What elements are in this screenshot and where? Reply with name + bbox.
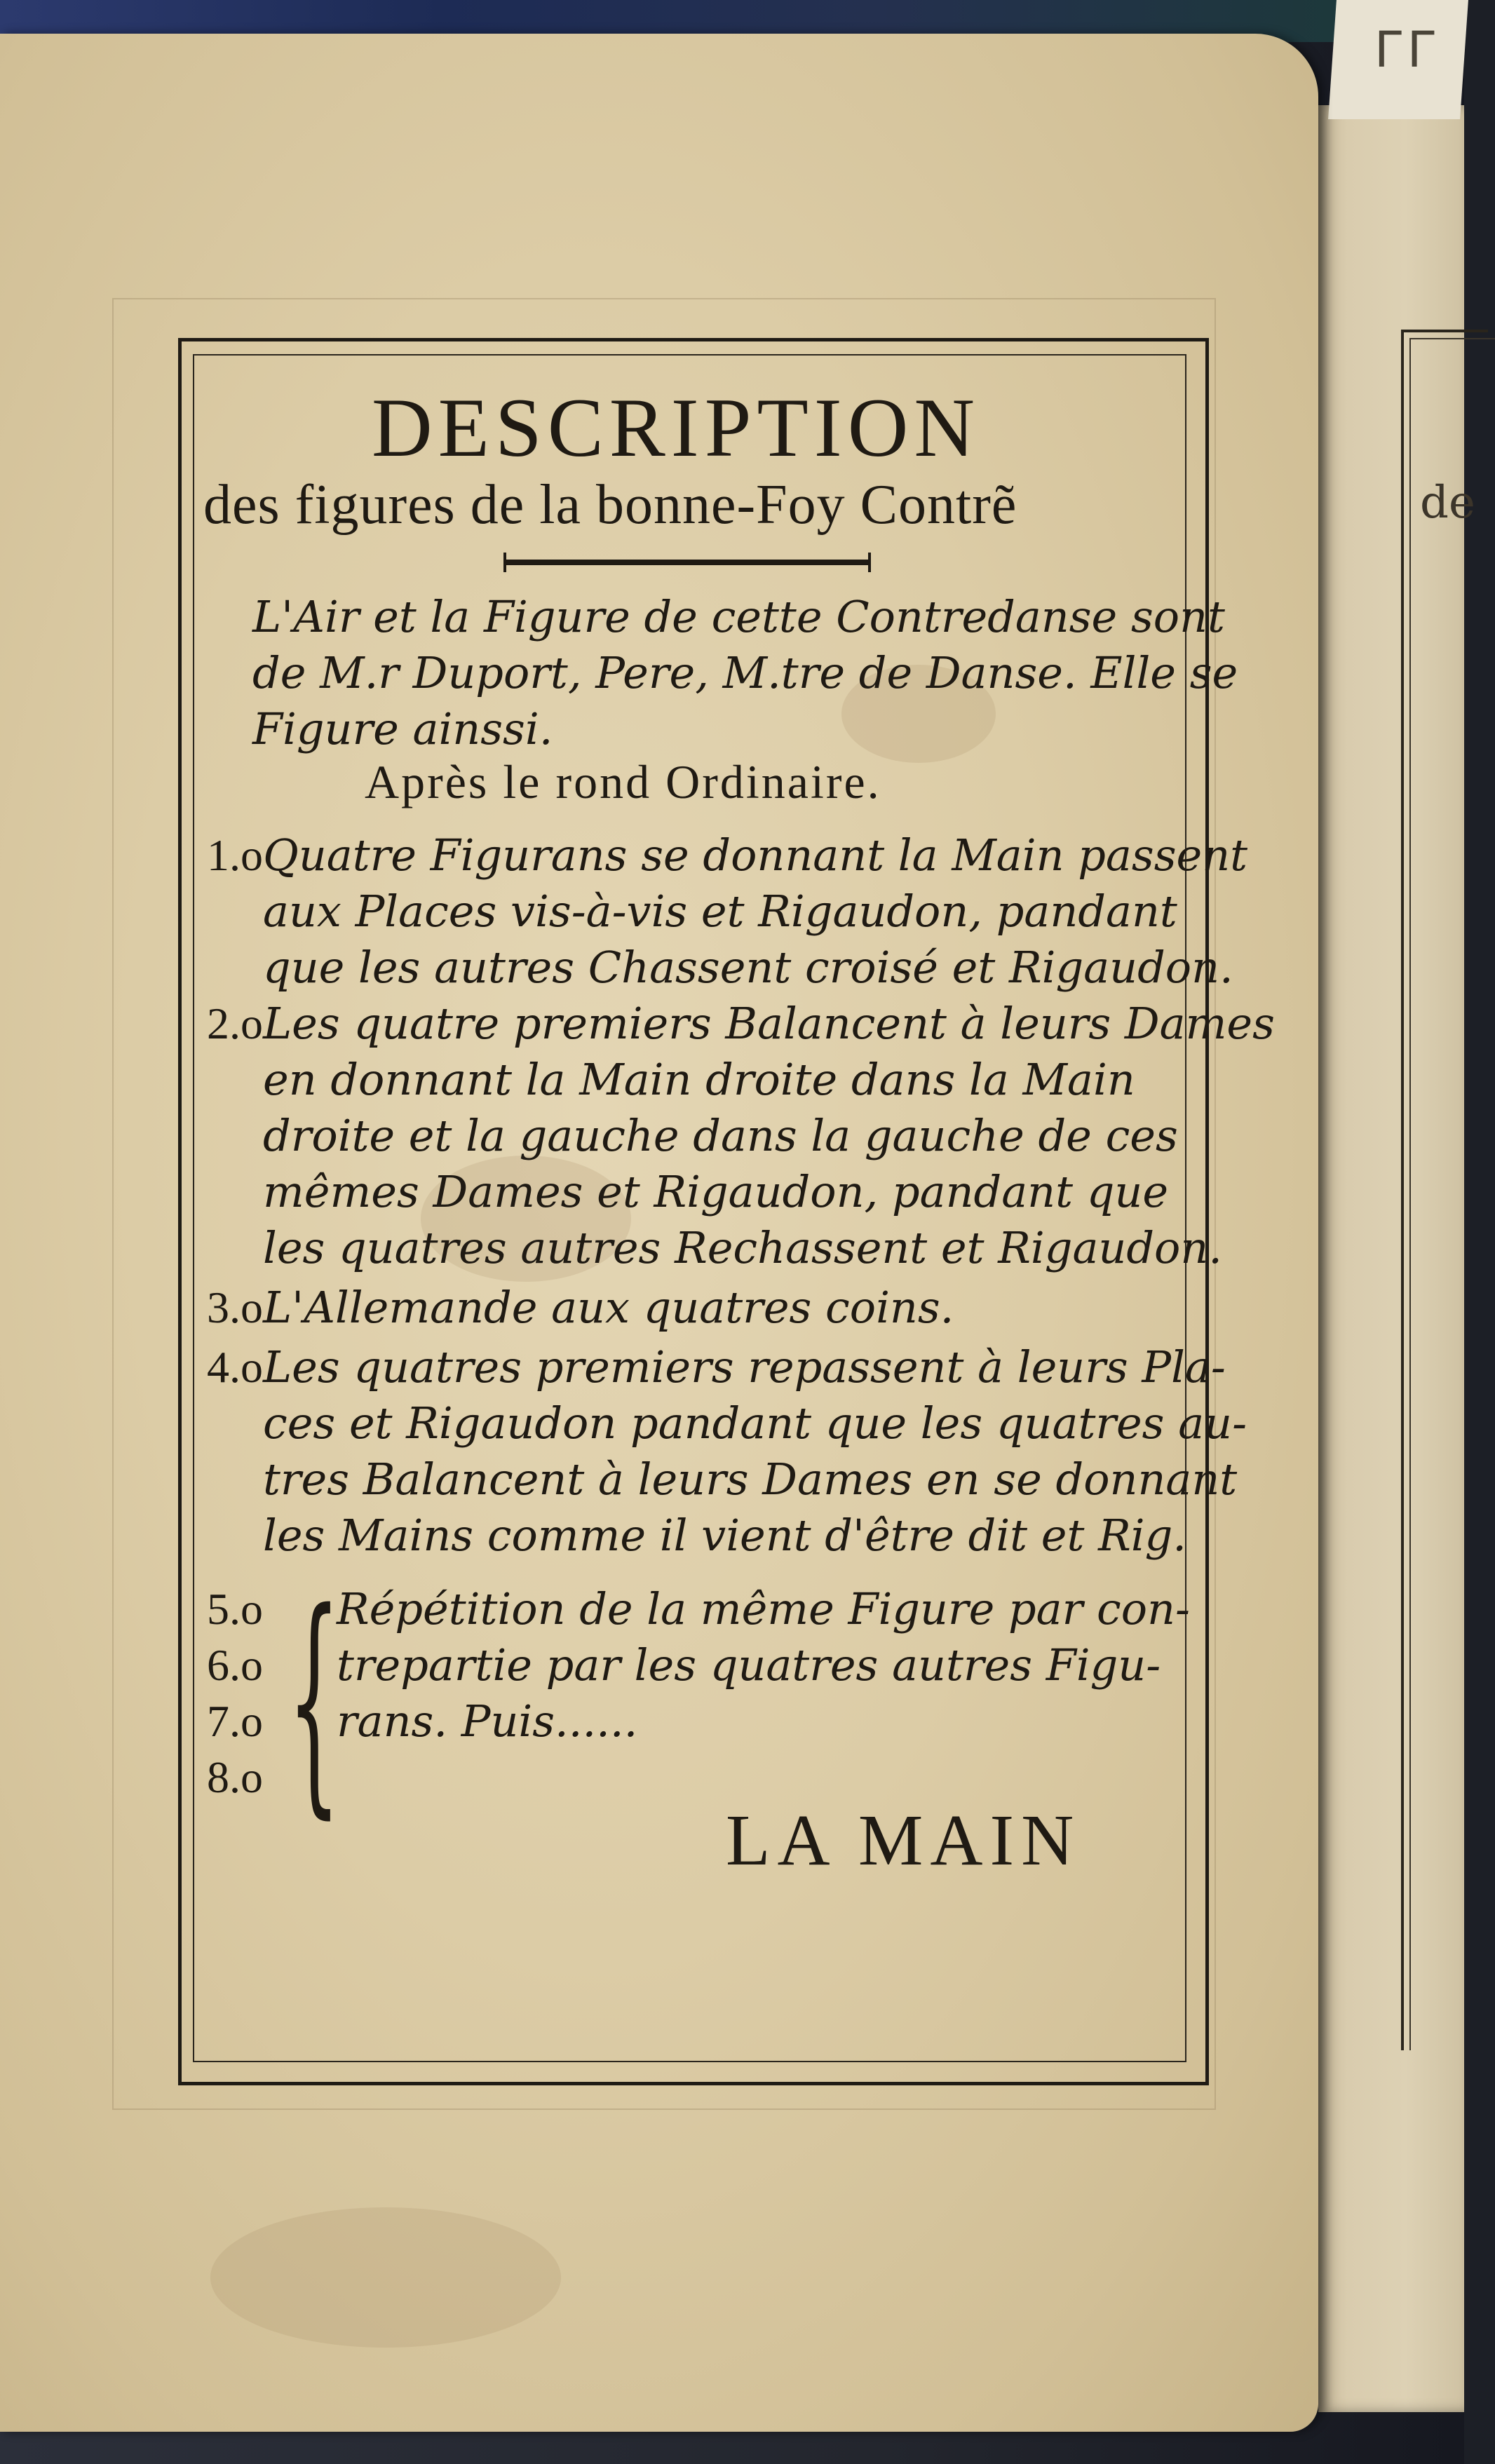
intro-line: Figure ainssi.	[252, 703, 553, 754]
foxing-stain	[210, 2207, 561, 2348]
intro-line: L'Air et la Figure de cette Contredanse sont	[252, 591, 1225, 642]
figure-line: ces et Rigaudon pandant que les quatres au-	[263, 1397, 1247, 1449]
grouped-line: rans. Puis......	[337, 1695, 638, 1747]
grouped-line: trepartie par les quatres autres Figu-	[337, 1639, 1161, 1691]
figure-number: 2.o	[207, 999, 263, 1048]
adjacent-page-frame	[1401, 330, 1488, 2050]
figure-number: 1.o	[207, 830, 263, 880]
grouping-brace: {	[288, 1562, 341, 1839]
figure-number: 3.o	[207, 1282, 263, 1332]
closing-title: LA MAIN	[726, 1800, 1081, 1881]
figure-line: tres Balancent à leurs Dames en se donnant	[263, 1454, 1238, 1505]
section-heading: Après le rond Ordinaire.	[365, 755, 881, 808]
figure-number: 4.o	[207, 1342, 263, 1392]
adjacent-page-text: de	[1420, 477, 1475, 529]
paper-scrap-text: ГГ	[1374, 21, 1440, 79]
page-title: DESCRIPTION	[372, 381, 981, 474]
figure-line: Les quatres premiers repassent à leurs Pla-	[263, 1341, 1226, 1393]
figure-line: en donnant la Main droite dans la Main	[263, 1054, 1135, 1105]
figure-number: 6.o	[207, 1640, 263, 1690]
figure-line: Quatre Figurans se donnant la Main passent	[263, 830, 1248, 881]
figure-line: les quatres autres Rechassent et Rigaudon.	[263, 1222, 1222, 1273]
title-rule	[505, 560, 870, 565]
figure-number: 8.o	[207, 1752, 263, 1802]
figure-line: les Mains comme il vient d'être dit et Rig.	[263, 1510, 1187, 1561]
figure-line: L'Allemande aux quatres coins.	[263, 1282, 954, 1333]
figure-number: 5.o	[207, 1584, 263, 1634]
intro-line: de M.r Duport, Pere, M.tre de Danse. Elle se	[252, 647, 1238, 698]
grouped-line: Répétition de la même Figure par con-	[337, 1583, 1190, 1634]
figure-line: droite et la gauche dans la gauche de ces	[263, 1110, 1178, 1161]
figure-line: Les quatre premiers Balancent à leurs Dames	[263, 998, 1275, 1049]
figure-line: que les autres Chassent croisé et Rigaudon.	[263, 942, 1233, 993]
figure-number: 7.o	[207, 1696, 263, 1746]
figure-line: aux Places vis-à-vis et Rigaudon, pandant	[263, 886, 1177, 937]
page-subtitle: des figures de la bonne-Foy Contrẽ	[203, 474, 1017, 536]
figure-line: mêmes Dames et Rigaudon, pandant que	[263, 1166, 1169, 1217]
